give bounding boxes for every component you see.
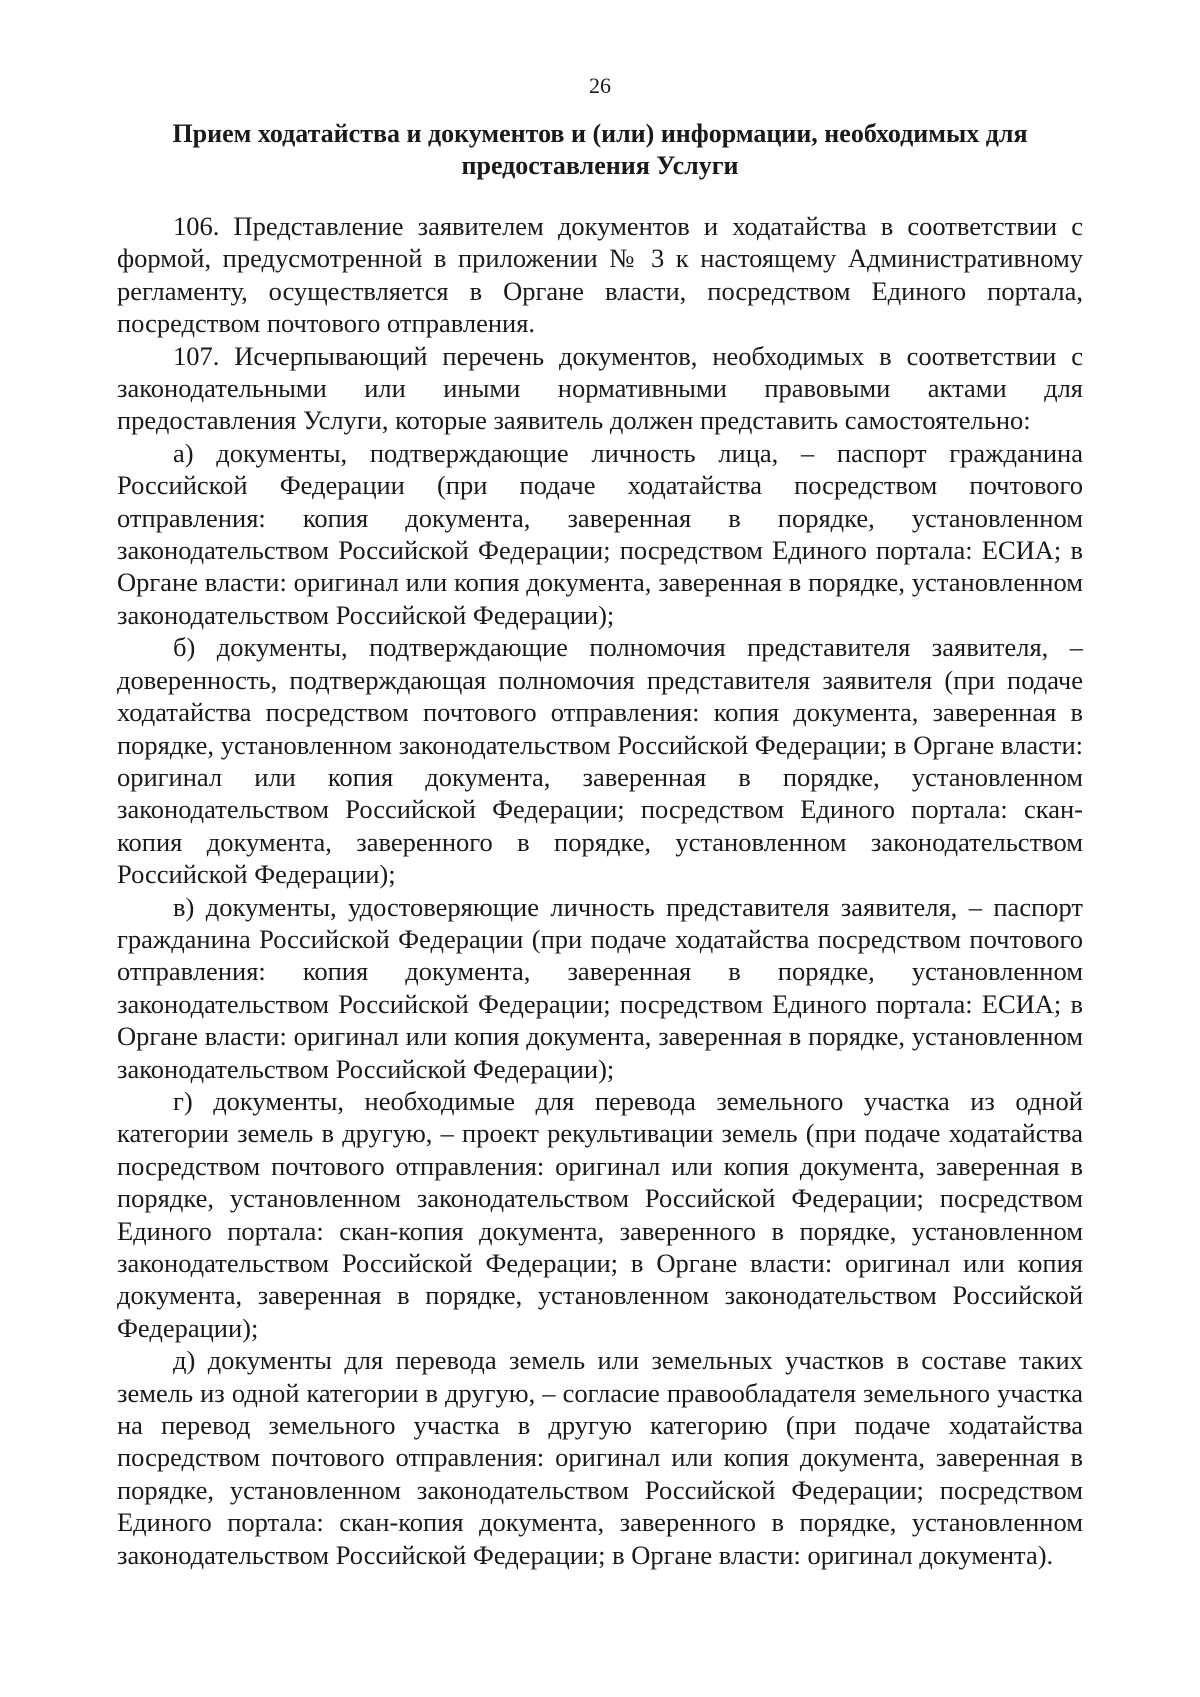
paragraph-107: 107. Исчерпывающий перечень документов, необходимых в соответствии с законодательными или иными нормативными правовыми актами для предоставления Услуги, которые заявитель должен представить самостоятельно: (117, 340, 1083, 436)
document-body (117, 210, 1083, 1571)
list-item-g: г) документы, необходимые для перевода земельного участка из одной категории земель в другую, – проект рекультивации земель (при подаче ходатайства посредством почтового отправления: оригинал или копия документа, заверенная в порядке, установленном законодательством Российской Федерации; посредством Единого портала: скан-копия документа, заверенного в порядке, установленном законодательством Российской Федерации; в Органе власти: оригинал или копия документа, заверенная в порядке, установленном законодательством Российской Федерации); (117, 1085, 1083, 1343)
list-item-a: а) документы, подтверждающие личность лица, – паспорт гражданина Российской Федерации (при подаче ходатайства посредством почтового отправления: копия документа, заверенная в порядке, установленном законодательством Российской Федерации; посредством Единого портала: ЕСИА; в Органе власти: оригинал или копия документа, заверенная в порядке, установленном законодательством Российской Федерации); (117, 437, 1083, 630)
page-number: 26 (589, 73, 611, 98)
list-item-d: д) документы для перевода земель или земельных участков в составе таких земель из одной категории в другую, – согласие правообладателя земельного участка на перевод земельного участка в другую категорию (при подаче ходатайства посредством почтового отправления: оригинал или копия документа, заверенная в порядке, установленном законодательством Российской Федерации; посредством Единого портала: скан-копия документа, заверенного в порядке, установленном законодательством Российской Федерации; в Органе власти: оригинал документа). (117, 1345, 1083, 1570)
list-item-v: в) документы, удостоверяющие личность представителя заявителя, – паспорт гражданина Российской Федерации (при подаче ходатайства посредством почтового отправления: копия документа, заверенная в порядке, установленном законодательством Российской Федерации; посредством Единого портала: ЕСИА; в Органе власти: оригинал или копия документа, заверенная в порядке, установленном законодательством Российской Федерации); (117, 891, 1083, 1084)
list-item-b: б) документы, подтверждающие полномочия представителя заявителя, – доверенность, подтверждающая полномочия представителя заявителя (при подаче ходатайства посредством почтового отправления: копия документа, заверенная в порядке, установленном законодательством Российской Федерации; в Органе власти: оригинал или копия документа, заверенная в порядке, установленном законодательством Российской Федерации; посредством Единого портала: скан-копия документа, заверенного в порядке, установленном законодательством Российской Федерации); (117, 632, 1083, 890)
section-title: Прием ходатайства и документов и (или) информации, необходимых для предоставления Услуги (172, 119, 1028, 180)
paragraph-106: 106. Представление заявителем документов и ходатайства в соответствии с формой, предусмотренной в приложении № 3 к настоящему Административному регламенту, осуществляется в Органе власти, посредством Единого портала, посредством почтового отправления. (117, 211, 1083, 339)
